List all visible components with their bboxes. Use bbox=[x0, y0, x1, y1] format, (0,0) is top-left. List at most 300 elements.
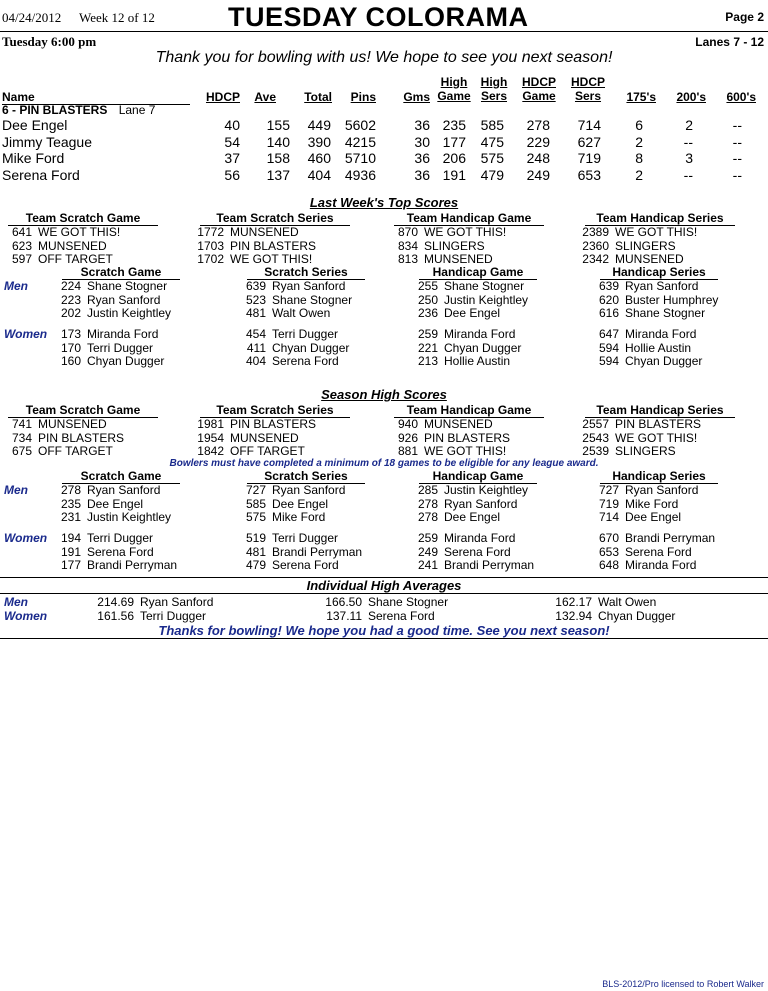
bowler-name: Ryan Sanford bbox=[87, 483, 161, 497]
score-value: 194 bbox=[60, 531, 81, 545]
score-value: 594 bbox=[598, 354, 619, 369]
score-value: 670 bbox=[598, 531, 619, 545]
roster-cell: 40 bbox=[224, 117, 240, 133]
roster-cell: 479 bbox=[480, 166, 504, 183]
roster-cell: -- bbox=[683, 133, 693, 150]
bowler-name: Ryan Sanford bbox=[625, 279, 699, 293]
individual-score-entry bbox=[594, 279, 698, 293]
score-value: 202 bbox=[60, 306, 81, 321]
score-value: 250 bbox=[417, 292, 438, 307]
score-value: 2342 bbox=[582, 252, 609, 266]
individual-category-header: Handicap Game bbox=[419, 265, 537, 280]
bowler-name: Walt Owen bbox=[598, 595, 657, 609]
team-score-entry bbox=[2, 239, 107, 253]
individual-score-entry bbox=[413, 341, 521, 355]
score-value: 881 bbox=[397, 444, 418, 458]
individual-category-header: Scratch Game bbox=[62, 265, 180, 280]
individual-score-entry bbox=[594, 293, 718, 307]
roster-cell: -- bbox=[732, 133, 742, 150]
team-name: PIN BLASTERS bbox=[38, 430, 125, 445]
roster-cell: 158 bbox=[266, 150, 290, 166]
score-value: 741 bbox=[11, 417, 32, 431]
score-value: 2543 bbox=[582, 430, 609, 445]
team-name: MUNSENED bbox=[230, 430, 299, 445]
team-score-entry bbox=[579, 417, 701, 431]
men-label: Men bbox=[4, 279, 28, 293]
score-value: 926 bbox=[397, 430, 418, 445]
team-category-header: Team Handicap Series bbox=[585, 211, 735, 226]
roster-cell: 155 bbox=[266, 117, 290, 133]
bowler-name: Mike Ford bbox=[2, 150, 65, 166]
bowler-name: Chyan Dugger bbox=[444, 340, 522, 355]
team-name: PIN BLASTERS bbox=[615, 417, 702, 431]
team-score-entry bbox=[388, 239, 485, 253]
score-value: 259 bbox=[417, 531, 438, 545]
bowler-name: Ryan Sanford bbox=[444, 496, 518, 511]
col-hdcp: HDCP bbox=[205, 90, 240, 104]
bowler-name: Chyan Dugger bbox=[272, 340, 350, 355]
last-week-title: Last Week's Top Scores bbox=[309, 195, 459, 210]
score-value: 236 bbox=[417, 306, 438, 321]
team-name: SLINGERS bbox=[424, 238, 485, 253]
bowler-name: Mike Ford bbox=[625, 496, 679, 511]
score-value: 575 bbox=[245, 510, 266, 525]
team-name: MUNSENED bbox=[38, 238, 107, 253]
roster-cell: 404 bbox=[307, 166, 331, 183]
individual-category-header: Scratch Series bbox=[247, 265, 365, 280]
average-entry bbox=[310, 595, 448, 609]
individual-score-entry bbox=[56, 354, 164, 368]
score-value: 1981 bbox=[197, 417, 224, 431]
roster-cell: 191 bbox=[442, 166, 466, 183]
individual-score-entry bbox=[241, 531, 338, 545]
team-name: PIN BLASTERS bbox=[230, 417, 317, 431]
individual-score-entry bbox=[56, 558, 177, 572]
roster-cell: 137 bbox=[266, 166, 290, 183]
individual-score-entry bbox=[241, 306, 330, 320]
team-score-entry bbox=[388, 252, 493, 266]
score-value: 675 bbox=[11, 444, 32, 458]
eligibility-note: Bowlers must have completed a minimum of 18 games to be eligible for any league award. bbox=[169, 458, 599, 469]
team-score-entry bbox=[194, 225, 299, 239]
bowler-name: Dee Engel bbox=[625, 510, 682, 525]
score-value: 404 bbox=[245, 354, 266, 369]
roster-cell: 36 bbox=[414, 150, 430, 166]
bowler-name: Chyan Dugger bbox=[598, 608, 676, 623]
score-value: 1703 bbox=[197, 238, 224, 253]
team-heading bbox=[2, 103, 155, 117]
team-score-entry bbox=[2, 225, 120, 239]
team-score-entry bbox=[579, 239, 676, 253]
bowler-name: Shane Stogner bbox=[444, 279, 525, 293]
roster-cell: 30 bbox=[414, 133, 430, 150]
individual-score-entry bbox=[594, 497, 678, 511]
score-value: 585 bbox=[245, 496, 266, 511]
roster-cell: 37 bbox=[224, 150, 240, 166]
team-category-header: Team Scratch Game bbox=[8, 403, 158, 418]
team-name: SLINGERS bbox=[615, 238, 676, 253]
roster-cell: 229 bbox=[526, 133, 550, 150]
score-value: 249 bbox=[417, 544, 438, 559]
individual-score-entry bbox=[241, 279, 345, 293]
team-category-header: Team Scratch Game bbox=[8, 211, 158, 226]
individual-score-entry bbox=[594, 545, 692, 559]
score-value: 479 bbox=[245, 558, 266, 573]
bowler-name: Serena Ford bbox=[272, 558, 339, 573]
bowler-name: Brandi Perryman bbox=[625, 531, 716, 545]
col-200s: 200's bbox=[676, 90, 706, 104]
score-value: 285 bbox=[417, 483, 438, 497]
team-score-entry bbox=[579, 252, 684, 266]
bowler-name: Justin Keightley bbox=[444, 483, 529, 497]
roster-cell: 248 bbox=[526, 150, 550, 166]
team-category-header: Team Scratch Series bbox=[200, 403, 350, 418]
bowler-name: Hollie Austin bbox=[625, 340, 692, 355]
closing-message: Thanks for bowling! We hope you had a good time. See you next season! bbox=[158, 623, 610, 638]
roster-cell: 627 bbox=[577, 133, 601, 150]
score-value: 481 bbox=[245, 306, 266, 321]
team-name: MUNSENED bbox=[230, 225, 299, 239]
score-value: 647 bbox=[598, 327, 619, 341]
score-value: 594 bbox=[598, 340, 619, 355]
col-pins: Pins bbox=[350, 90, 376, 104]
team-name: OFF TARGET bbox=[38, 444, 113, 458]
bowler-name: Brandi Perryman bbox=[444, 558, 535, 573]
team-score-entry bbox=[194, 417, 316, 431]
score-value: 173 bbox=[60, 327, 81, 341]
average-value: 132.94 bbox=[555, 608, 592, 623]
score-value: 278 bbox=[60, 483, 81, 497]
score-value: 727 bbox=[245, 483, 266, 497]
individual-score-entry bbox=[594, 558, 696, 572]
bowler-name: Serena Ford bbox=[2, 166, 80, 183]
average-value: 161.56 bbox=[97, 608, 134, 623]
men-label: Men bbox=[4, 595, 28, 609]
team-score-entry bbox=[194, 239, 316, 253]
team-name: MUNSENED bbox=[38, 417, 107, 431]
score-value: 1954 bbox=[197, 430, 224, 445]
individual-score-entry bbox=[241, 558, 339, 572]
individual-score-entry bbox=[56, 497, 143, 511]
bowler-name: Terri Dugger bbox=[272, 327, 339, 341]
team-name: MUNSENED bbox=[615, 252, 684, 266]
score-value: 411 bbox=[246, 340, 266, 355]
roster-cell: 449 bbox=[307, 117, 331, 133]
score-value: 620 bbox=[598, 292, 619, 307]
score-value: 727 bbox=[598, 483, 619, 497]
individual-score-entry bbox=[56, 483, 160, 497]
score-value: 523 bbox=[245, 292, 266, 307]
team-name: WE GOT THIS! bbox=[424, 444, 507, 458]
col-high-sers: High Sers bbox=[480, 75, 508, 103]
team-name: WE GOT THIS! bbox=[615, 225, 698, 239]
team-score-entry bbox=[579, 444, 676, 458]
score-value: 653 bbox=[598, 544, 619, 559]
individual-score-entry bbox=[56, 531, 153, 545]
bowler-name: Terri Dugger bbox=[87, 340, 154, 355]
average-value: 166.50 bbox=[325, 595, 362, 609]
average-value: 162.17 bbox=[555, 595, 592, 609]
bowler-name: Miranda Ford bbox=[444, 531, 516, 545]
individual-score-entry bbox=[241, 510, 325, 524]
col-175s: 175's bbox=[626, 90, 656, 104]
individual-category-header: Handicap Series bbox=[600, 469, 718, 484]
bowler-name: Jimmy Teague bbox=[2, 133, 93, 150]
score-value: 1702 bbox=[197, 252, 224, 266]
score-value: 177 bbox=[60, 558, 81, 573]
individual-score-entry bbox=[241, 327, 338, 341]
individual-score-entry bbox=[413, 497, 517, 511]
bowler-name: Dee Engel bbox=[444, 510, 501, 525]
individual-score-entry bbox=[56, 327, 158, 341]
team-name: WE GOT THIS! bbox=[615, 430, 698, 445]
roster-row bbox=[0, 167, 768, 183]
team-name: WE GOT THIS! bbox=[38, 225, 121, 239]
team-name: MUNSENED bbox=[424, 417, 493, 431]
col-ave: Ave bbox=[254, 90, 276, 104]
women-label: Women bbox=[4, 327, 48, 341]
women-label: Women bbox=[4, 531, 48, 545]
individual-score-entry bbox=[241, 293, 352, 307]
score-value: 213 bbox=[417, 354, 438, 369]
roster-cell: 206 bbox=[442, 150, 466, 166]
score-value: 235 bbox=[60, 496, 81, 511]
score-value: 639 bbox=[598, 279, 619, 293]
bowler-name: Brandi Perryman bbox=[272, 544, 363, 559]
individual-score-entry bbox=[594, 306, 705, 320]
bowler-name: Miranda Ford bbox=[87, 327, 159, 341]
roster-cell: 3 bbox=[685, 150, 693, 166]
bowler-name: Dee Engel bbox=[272, 496, 329, 511]
score-value: 224 bbox=[60, 279, 81, 293]
roster-cell: 4936 bbox=[344, 166, 376, 183]
col-name: Name bbox=[2, 90, 190, 105]
roster-cell: 390 bbox=[307, 133, 331, 150]
average-entry bbox=[82, 609, 206, 623]
women-label: Women bbox=[4, 608, 48, 623]
bowler-name: Justin Keightley bbox=[87, 306, 172, 321]
score-value: 170 bbox=[60, 340, 81, 355]
score-value: 719 bbox=[598, 496, 619, 511]
individual-score-entry bbox=[413, 545, 511, 559]
roster-cell: 56 bbox=[224, 166, 240, 183]
individual-score-entry bbox=[413, 327, 515, 341]
bowler-name: Buster Humphrey bbox=[625, 292, 719, 307]
averages-title: Individual High Averages bbox=[306, 578, 462, 593]
roster-cell: 575 bbox=[480, 150, 504, 166]
bowler-name: Mike Ford bbox=[272, 510, 326, 525]
score-value: 231 bbox=[60, 510, 81, 525]
individual-score-entry bbox=[56, 510, 171, 524]
bowler-name: Serena Ford bbox=[444, 544, 511, 559]
individual-score-entry bbox=[413, 510, 500, 524]
score-value: 813 bbox=[397, 252, 418, 266]
score-value: 241 bbox=[417, 558, 438, 573]
roster-cell: 4215 bbox=[344, 133, 376, 150]
bowler-name: Terri Dugger bbox=[87, 531, 154, 545]
team-score-entry bbox=[2, 431, 124, 445]
roster-cell: -- bbox=[683, 166, 693, 183]
individual-score-entry bbox=[241, 497, 328, 511]
average-value: 137.11 bbox=[326, 608, 362, 623]
roster-cell: 278 bbox=[526, 117, 550, 133]
team-name: 6 - PIN BLASTERS bbox=[2, 103, 108, 117]
roster-cell: 249 bbox=[526, 166, 550, 183]
col-hdcp-sers: HDCP Sers bbox=[570, 75, 605, 103]
roster-cell: 140 bbox=[266, 133, 290, 150]
score-value: 454 bbox=[245, 327, 266, 341]
individual-category-header: Handicap Series bbox=[600, 265, 718, 280]
team-score-entry bbox=[2, 252, 113, 266]
individual-score-entry bbox=[413, 279, 524, 293]
team-name: PIN BLASTERS bbox=[424, 430, 511, 445]
bowler-name: Walt Owen bbox=[272, 306, 331, 321]
col-600s: 600's bbox=[726, 90, 756, 104]
score-value: 639 bbox=[245, 279, 266, 293]
score-value: 481 bbox=[245, 544, 266, 559]
thanks-banner: Thank you for bowling with us! We hope to see you next season! bbox=[155, 49, 613, 66]
bowler-name: Justin Keightley bbox=[87, 510, 172, 525]
bowler-name: Shane Stogner bbox=[87, 279, 168, 293]
team-score-entry bbox=[194, 431, 299, 445]
roster-cell: 5602 bbox=[344, 117, 376, 133]
roster-cell: 719 bbox=[577, 150, 601, 166]
individual-score-entry bbox=[56, 545, 154, 559]
score-value: 255 bbox=[417, 279, 438, 293]
individual-category-header: Scratch Game bbox=[62, 469, 180, 484]
team-name: PIN BLASTERS bbox=[230, 238, 317, 253]
score-value: 648 bbox=[598, 558, 619, 573]
team-name: WE GOT THIS! bbox=[424, 225, 507, 239]
team-score-entry bbox=[194, 252, 312, 266]
individual-score-entry bbox=[413, 558, 534, 572]
team-score-entry bbox=[2, 444, 113, 458]
day-time: Tuesday 6:00 pm bbox=[2, 34, 97, 49]
score-value: 616 bbox=[598, 306, 619, 321]
bowler-name: Shane Stogner bbox=[368, 595, 449, 609]
individual-score-entry bbox=[594, 483, 698, 497]
roster-cell: -- bbox=[732, 117, 742, 133]
individual-category-header: Handicap Game bbox=[419, 469, 537, 484]
roster-cell: 36 bbox=[414, 117, 430, 133]
score-value: 278 bbox=[417, 510, 438, 525]
bowler-name: Hollie Austin bbox=[444, 354, 511, 369]
col-gms: Gms bbox=[403, 90, 430, 104]
individual-score-entry bbox=[413, 354, 510, 368]
score-value: 1842 bbox=[197, 444, 224, 458]
score-value: 191 bbox=[60, 544, 81, 559]
score-value: 519 bbox=[245, 531, 266, 545]
individual-score-entry bbox=[594, 354, 702, 368]
bowler-name: Chyan Dugger bbox=[625, 354, 703, 369]
team-score-entry bbox=[2, 417, 107, 431]
bowler-name: Chyan Dugger bbox=[87, 354, 165, 369]
individual-category-header: Scratch Series bbox=[247, 469, 365, 484]
individual-score-entry bbox=[241, 341, 349, 355]
roster-cell: 177 bbox=[442, 133, 466, 150]
bowler-name: Ryan Sanford bbox=[272, 279, 346, 293]
team-category-header: Team Handicap Series bbox=[585, 403, 735, 418]
bowler-name: Ryan Sanford bbox=[625, 483, 699, 497]
team-score-entry bbox=[194, 444, 305, 458]
bowler-name: Miranda Ford bbox=[444, 327, 516, 341]
individual-score-entry bbox=[56, 293, 160, 307]
bowler-name: Shane Stogner bbox=[272, 292, 353, 307]
roster-cell: 2 bbox=[685, 117, 693, 133]
team-score-entry bbox=[388, 417, 493, 431]
league-title: TUESDAY COLORAMA bbox=[228, 2, 529, 32]
score-value: 2360 bbox=[582, 238, 609, 253]
bowler-name: Ryan Sanford bbox=[87, 292, 161, 307]
score-value: 278 bbox=[417, 496, 438, 511]
bowler-name: Dee Engel bbox=[87, 496, 144, 511]
team-lane: Lane 7 bbox=[118, 103, 156, 117]
team-name: OFF TARGET bbox=[38, 252, 113, 266]
col-hdcp-game: HDCP Game bbox=[521, 75, 556, 103]
average-entry bbox=[540, 609, 675, 623]
roster-cell: 36 bbox=[414, 166, 430, 183]
bowler-name: Justin Keightley bbox=[444, 292, 529, 307]
individual-score-entry bbox=[56, 279, 167, 293]
individual-score-entry bbox=[56, 341, 153, 355]
team-score-entry bbox=[388, 444, 506, 458]
score-value: 714 bbox=[598, 510, 619, 525]
team-name: OFF TARGET bbox=[230, 444, 305, 458]
roster-cell: 585 bbox=[480, 117, 504, 133]
roster-cell: 5710 bbox=[344, 150, 376, 166]
individual-score-entry bbox=[594, 327, 696, 341]
roster-cell: 475 bbox=[480, 133, 504, 150]
individual-score-entry bbox=[241, 545, 362, 559]
team-category-header: Team Handicap Game bbox=[394, 403, 544, 418]
individual-score-entry bbox=[413, 293, 528, 307]
score-value: 1772 bbox=[197, 225, 224, 239]
score-value: 597 bbox=[11, 252, 32, 266]
average-value: 214.69 bbox=[97, 595, 134, 609]
roster-cell: 2 bbox=[635, 133, 643, 150]
bowler-name: Terri Dugger bbox=[140, 608, 207, 623]
score-value: 834 bbox=[397, 238, 418, 253]
bowler-name: Miranda Ford bbox=[625, 327, 697, 341]
individual-score-entry bbox=[413, 306, 500, 320]
individual-score-entry bbox=[56, 306, 171, 320]
license-footer: BLS-2012/Pro licensed to Robert Walker bbox=[602, 979, 764, 989]
bowler-name: Serena Ford bbox=[272, 354, 339, 369]
score-value: 641 bbox=[11, 225, 32, 239]
lanes-label: Lanes 7 - 12 bbox=[695, 35, 764, 49]
team-score-entry bbox=[579, 431, 697, 445]
score-value: 221 bbox=[417, 340, 438, 355]
roster-cell: 714 bbox=[577, 117, 601, 133]
team-score-entry bbox=[388, 431, 510, 445]
roster-cell: 2 bbox=[635, 166, 643, 183]
team-name: SLINGERS bbox=[615, 444, 676, 458]
team-name: MUNSENED bbox=[424, 252, 493, 266]
individual-score-entry bbox=[241, 483, 345, 497]
roster-cell: -- bbox=[732, 166, 742, 183]
roster-row bbox=[0, 150, 768, 166]
team-score-entry bbox=[388, 225, 506, 239]
individual-score-entry bbox=[594, 531, 715, 545]
bowler-name: Miranda Ford bbox=[625, 558, 697, 573]
bowler-name: Terri Dugger bbox=[272, 531, 339, 545]
roster-cell: 460 bbox=[307, 150, 331, 166]
average-entry bbox=[82, 595, 213, 609]
individual-score-entry bbox=[594, 510, 681, 524]
team-category-header: Team Handicap Game bbox=[394, 211, 544, 226]
col-total: Total bbox=[304, 90, 332, 104]
roster-cell: 8 bbox=[635, 150, 643, 166]
